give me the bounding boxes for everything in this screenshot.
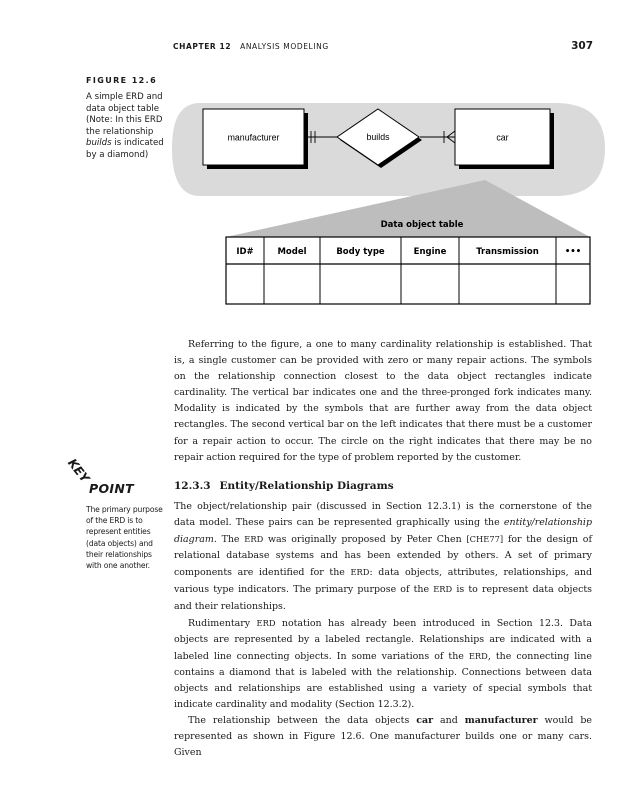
erd-diagram bbox=[0, 0, 637, 320]
entity-manufacturer-label: manufacturer bbox=[227, 132, 280, 143]
data-object-table-title: Data object table bbox=[380, 220, 464, 230]
paragraph-3: Rudimentary ERD notation has already been introduced in Section 12.3. Data objects are represented by a labeled rectangle. Relationships are indicated with a labeled line connecting objects. In some variations of the ERD, the connecting line contains a diamond that is labeled with the relationship. Connections between data objects and relationships are established using a variety of special symbols that indicate cardinality and modality (Section 12.3.2). bbox=[174, 617, 592, 711]
relationship-builds-label: builds bbox=[366, 132, 390, 142]
table-header-body-type: Body type bbox=[336, 247, 385, 257]
key-point-text: The primary purpose of the ERD is to represent entities (data objects) and their relationships with one another. bbox=[86, 505, 163, 571]
table-header-model: Model bbox=[277, 247, 307, 257]
paragraph-4: The relationship between the data objects car and manufacturer would be represented as shown in Figure 12.6. One manufacturer builds one or many cars. Given bbox=[174, 715, 592, 759]
section-body bbox=[174, 499, 592, 762]
table-header-transmission: Transmission bbox=[476, 247, 539, 257]
key-point-badge: POINT bbox=[89, 481, 134, 496]
table-header-more: ••• bbox=[564, 247, 582, 257]
chapter-label: CHAPTER 12 bbox=[173, 42, 232, 51]
entity-car-label: car bbox=[496, 132, 509, 143]
figure-label: FIGURE 12.6 bbox=[86, 76, 158, 85]
figure-caption: A simple ERD and data object table (Note: In this ERD the relationship builds is indicated by a diamond) bbox=[86, 92, 164, 160]
paragraph-2: The object/relationship pair (discussed in Section 12.3.1) is the cornerstone of the data model. These pairs can be represented graphically using the entity/relationship diagram. The ERD was originally proposed by Peter Chen [CHE77] for the design of relational database systems and has been extended by others. A set of primary components are identified for the ERD: data objects, attributes, relationships, and various type indicators. The primary purpose of the ERD is to represent data objects and their relationships. bbox=[174, 501, 593, 612]
section-heading bbox=[174, 480, 403, 492]
section-number: 12.3.3 bbox=[174, 480, 211, 492]
table-header-id: ID# bbox=[236, 247, 254, 257]
paragraph-1: Referring to the figure, a one to many cardinality relationship is established. That is, a single customer can be provided with zero or many repair actions. The symbols on the relationship connection closest to the data object rectangles indicate cardinality. The vertical bar indicates one and the three-pronged fork indicates many. Modality is indicated by the symbols that are further away from the data object rectangles. The second vertical bar on the left indicates that there must be a customer for a repair action to occur. The circle on the right indicates that there may be no repair action required for the type of problem reported by the customer. bbox=[174, 339, 592, 463]
chapter-title: ANALYSIS MODELING bbox=[240, 42, 329, 51]
section-title: Entity/Relationship Diagrams bbox=[219, 480, 394, 492]
table-header-engine: Engine bbox=[413, 247, 447, 257]
key-point-badge-key: KEY bbox=[64, 456, 93, 486]
page-number: 307 bbox=[571, 40, 593, 52]
